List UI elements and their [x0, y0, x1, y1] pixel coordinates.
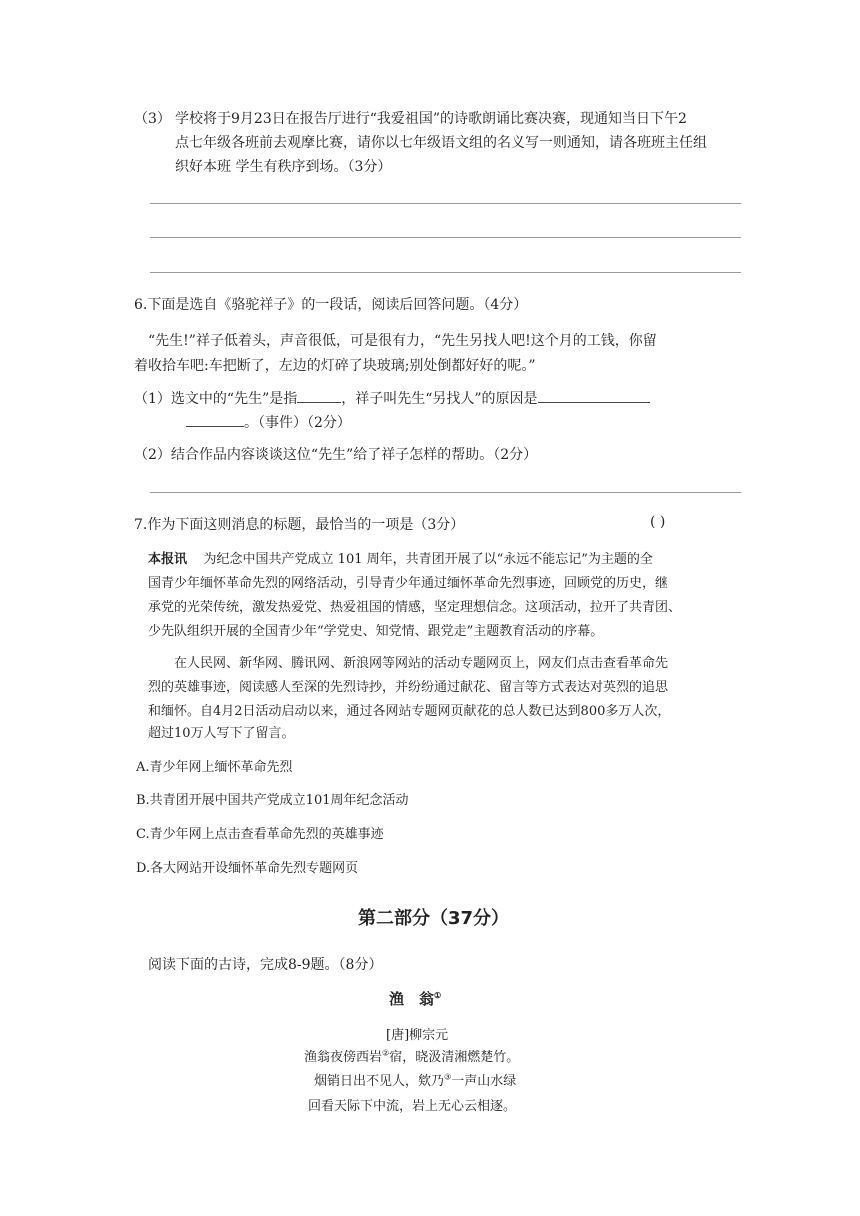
part2-heading: 第二部分（37分） — [358, 908, 510, 929]
q6-sub1-cont — [186, 412, 351, 432]
poem-line2-b: 一声山水绿 — [451, 1074, 517, 1089]
poem-line2 — [314, 1070, 516, 1089]
part2-intro: 阅读下面的古诗，完成8-9题。（8分） — [148, 957, 383, 973]
poem-author: [唐]柳宗元 — [386, 1028, 449, 1043]
q7-news-p2-line2: 烈的英雄事迹，阅读感人至深的先烈诗抄，并纷纷通过献花、留言等方式表达对英烈的追思 — [148, 680, 669, 695]
q6-sub1-text-c: 。（事件）（2分） — [244, 415, 351, 431]
q5-3-number: （3） — [134, 111, 171, 127]
answer-blank[interactable] — [297, 388, 341, 403]
poem-line1 — [304, 1046, 519, 1065]
answer-line[interactable] — [150, 492, 741, 493]
poem-line3: 回看天际下中流，岩上无心云相逐。 — [308, 1099, 517, 1114]
q7-news-p1-line3: 承党的光荣传统，激发热爱党、热爱祖国的情感，坚定理想信念。这项活动，拉开了共青团、 — [148, 600, 682, 615]
answer-line[interactable] — [150, 272, 741, 273]
q7-news-p1-line1-text: 为纪念中国共产党成立 101 周年，共青团开展了以“永远不能忘记”为主题的全 — [203, 552, 653, 567]
q5-3-line2: 点七年级各班前去观摩比赛，请你以七年级语文组的名义写一则通知，请各班班主任组 — [175, 135, 707, 151]
option-a[interactable]: A.青少年网上缅怀革命先烈 — [136, 760, 293, 775]
q6-sub1 — [134, 388, 650, 408]
footnote-marker: ③ — [444, 1072, 452, 1082]
footnote-marker: ① — [434, 990, 442, 1000]
q7-news-p1-line4: 少先队组织开展的全国青少年“学党史、知党情、跟党走”主题教育活动的序幕。 — [148, 624, 604, 639]
poem-line1-b: 宿，晓汲清湘燃楚竹。 — [389, 1050, 520, 1065]
q7-title: 7.作为下面这则消息的标题，最恰当的一项是（3分） — [134, 517, 465, 533]
q7-news-lead: 本报讯 — [148, 552, 188, 567]
q7-answer-paren[interactable]: ( ) — [650, 514, 666, 530]
q6-passage-line1: “先生!”祥子低着头，声音很低，可是很有力，“先生另找人吧!这个月的工钱，你留 — [148, 333, 657, 349]
q7-news-p2-line1: 在人民网、新华网、腾讯网、新浪网等网站的活动专题网页上，网友们点击查看革命先 — [174, 656, 669, 671]
option-b[interactable]: B.共青团开展中国共产党成立101周年纪念活动 — [136, 793, 409, 808]
q7-news-p2-line4: 超过10万人写下了留言。 — [148, 726, 295, 741]
answer-line[interactable] — [150, 203, 741, 204]
q6-sub1-text-a: （1）选文中的“先生”是指 — [134, 391, 298, 407]
poem-title-text: 渔 翁 — [389, 990, 435, 1008]
poem-line1-a: 渔翁夜傍西岩 — [304, 1050, 383, 1065]
answer-blank[interactable] — [538, 388, 650, 403]
q7-news-p2-line3: 和缅怀。自4月2日活动启动以来，通过各网站专题网页献花的总人数已达到800多万人次， — [148, 704, 671, 719]
poem-line2-a: 烟销日出不见人，欸乃 — [314, 1074, 445, 1089]
q5-3-line3: 织好本班 学生有秩序到场。（3分） — [175, 159, 392, 175]
q6-sub1-text-b: ，祥子叫先生“另找人”的原因是 — [341, 391, 538, 407]
q7-news-p1-line2: 国青少年缅怀革命先烈的网络活动，引导青少年通过缅怀革命先烈事迹，回顾党的历史，继 — [148, 576, 669, 591]
answer-blank[interactable] — [186, 412, 244, 427]
footnote-marker: ② — [382, 1048, 390, 1058]
q6-sub2: （2）结合作品内容谈谈这位“先生”给了祥子怎样的帮助。（2分） — [134, 447, 538, 463]
option-d[interactable]: D.各大网站开设缅怀革命先烈专题网页 — [136, 861, 359, 876]
q5-3-line1: 学校将于9月23日在报告厅进行“我爱祖国”的诗歌朗诵比赛决赛，现通知当日下午2 — [175, 111, 687, 127]
poem-title — [389, 988, 441, 1009]
option-c[interactable]: C.青少年网上点击查看革命先烈的英雄事迹 — [136, 827, 384, 842]
q7-news-p1-line1 — [148, 548, 653, 567]
q6-passage-line2: 着收拾车吧:车把断了，左边的灯碎了块玻璃;别处倒都好好的呢。” — [134, 358, 536, 374]
answer-line[interactable] — [150, 237, 741, 238]
q6-title: 6.下面是选自《骆驼祥子》的一段话，阅读后回答问题。（4分） — [134, 297, 528, 313]
